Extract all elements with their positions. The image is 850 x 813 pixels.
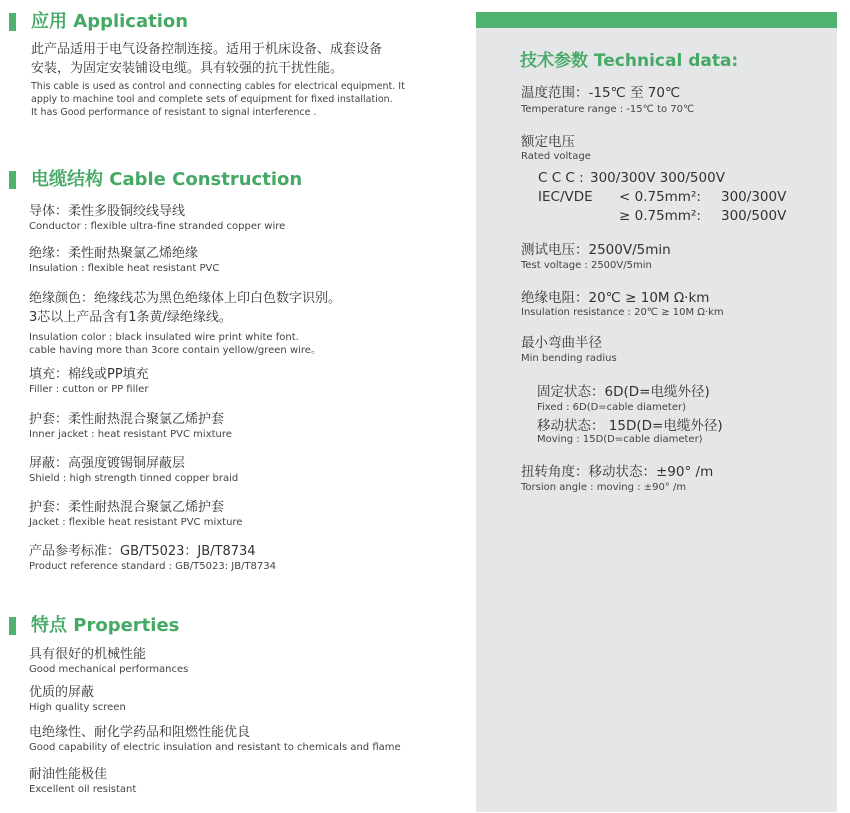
iec-row1-value: 300/300V: [721, 189, 787, 205]
construction-inner-jacket-en: Inner jacket : heat resistant PVC mixture: [29, 429, 232, 440]
iec-row1-condition: < 0.75mm²:: [619, 189, 701, 205]
bending-radius-en: Min bending radius: [521, 353, 617, 364]
fixed-en: Fixed : 6D(D=cable diameter): [537, 402, 686, 413]
insulation-resistance-zh: 绝缘电阻：20℃ ≥ 10M Ω·km: [521, 290, 710, 306]
bending-radius-zh: 最小弯曲半径: [521, 335, 602, 351]
application-en-line-1: This cable is used as control and connecting cables for electrical equipment. It: [31, 81, 405, 92]
construction-insulation-en: Insulation : flexible heat resistant PVC: [29, 263, 220, 274]
properties-screen-zh: 优质的屏蔽: [29, 685, 95, 700]
application-zh-line-2: 安装，为固定安装铺设电缆。具有较强的抗干扰性能。: [31, 61, 344, 76]
properties-insulation-en: Good capability of electric insulation and resistant to chemicals and flame: [29, 742, 401, 753]
construction-conductor-zh: 导体：柔性多股铜绞线导线: [29, 204, 186, 219]
construction-standard-zh: 产品参考标准：GB/T5023：JB/T8734: [29, 544, 256, 559]
technical-title: 技术参数 Technical data:: [520, 51, 739, 71]
properties-oil-en: Excellent oil resistant: [29, 784, 137, 795]
fixed-zh: 固定状态：6D(D=电缆外径): [537, 384, 710, 400]
application-accent-bar: [9, 13, 16, 31]
ccc-label: C C C :: [538, 170, 584, 186]
properties-oil-zh: 耐油性能极佳: [29, 767, 108, 782]
properties-screen-en: High quality screen: [29, 702, 126, 713]
construction-title: 电缆结构 Cable Construction: [31, 169, 303, 190]
construction-shield-zh: 屏蔽：高强度镀锡铜屏蔽层: [29, 456, 186, 471]
application-zh-line-1: 此产品适用于电气设备控制连接。适用于机床设备、成套设备: [31, 42, 383, 57]
moving-en: Moving : 15D(D=cable diameter): [537, 434, 703, 445]
torsion-zh: 扭转角度：移动状态：±90° /m: [521, 464, 714, 480]
construction-accent-bar: [9, 171, 16, 189]
construction-color-zh-2: 3芯以上产品含有1条黄/绿绝缘线。: [29, 310, 232, 325]
construction-jacket-en: Jacket : flexible heat resistant PVC mixture: [29, 517, 243, 528]
technical-panel-accent-bar: [476, 12, 837, 28]
test-voltage-en: Test voltage : 2500V/5min: [521, 260, 652, 271]
properties-mechanical-zh: 具有很好的机械性能: [29, 647, 147, 662]
temperature-zh: 温度范围：-15℃ 至 70℃: [521, 85, 681, 101]
construction-color-en-1: Insulation color : black insulated wire print white font.: [29, 332, 299, 343]
ccc-value: 300/300V 300/500V: [590, 170, 725, 186]
properties-mechanical-en: Good mechanical performances: [29, 664, 189, 675]
iec-row2-value: 300/500V: [721, 208, 787, 224]
construction-conductor-en: Conductor : flexible ultra-fine stranded copper wire: [29, 221, 286, 232]
rated-voltage-en: Rated voltage: [521, 151, 591, 162]
iec-label: IEC/VDE: [538, 189, 593, 205]
construction-color-zh-1: 绝缘颜色：绝缘线芯为黑色绝缘体上印白色数字识别。: [29, 291, 342, 306]
rated-voltage-zh: 额定电压: [521, 134, 575, 150]
application-en-line-2: apply to machine tool and complete sets of equipment for fixed installation.: [31, 94, 393, 105]
construction-color-en-2: cable having more than 3core contain yellow/green wire。: [29, 345, 321, 356]
test-voltage-zh: 测试电压：2500V/5min: [521, 242, 671, 258]
iec-row2-condition: ≥ 0.75mm²:: [619, 208, 701, 224]
application-en-line-3: It has Good performance of resistant to signal interference .: [31, 107, 317, 118]
construction-standard-en: Product reference standard : GB/T5023: JB/T8734: [29, 561, 276, 572]
properties-insulation-zh: 电绝缘性、耐化学药品和阻燃性能优良: [29, 725, 251, 740]
torsion-en: Torsion angle : moving : ±90° /m: [521, 482, 687, 493]
construction-filler-zh: 填充：棉线或PP填充: [29, 367, 149, 382]
temperature-en: Temperature range : -15℃ to 70℃: [521, 104, 695, 115]
insulation-resistance-en: Insulation resistance : 20℃ ≥ 10M Ω·km: [521, 307, 724, 318]
moving-zh: 移动状态： 15D(D=电缆外径): [537, 418, 723, 434]
construction-filler-en: Filler : cutton or PP filler: [29, 384, 149, 395]
construction-shield-en: Shield : high strength tinned copper braid: [29, 473, 239, 484]
construction-inner-jacket-zh: 护套：柔性耐热混合聚氯乙烯护套: [29, 412, 225, 427]
construction-jacket-zh: 护套：柔性耐热混合聚氯乙烯护套: [29, 500, 225, 515]
construction-insulation-zh: 绝缘：柔性耐热聚氯乙烯绝缘: [29, 246, 199, 261]
properties-accent-bar: [9, 617, 16, 635]
properties-title: 特点 Properties: [31, 615, 180, 636]
application-title: 应用 Application: [31, 11, 189, 32]
